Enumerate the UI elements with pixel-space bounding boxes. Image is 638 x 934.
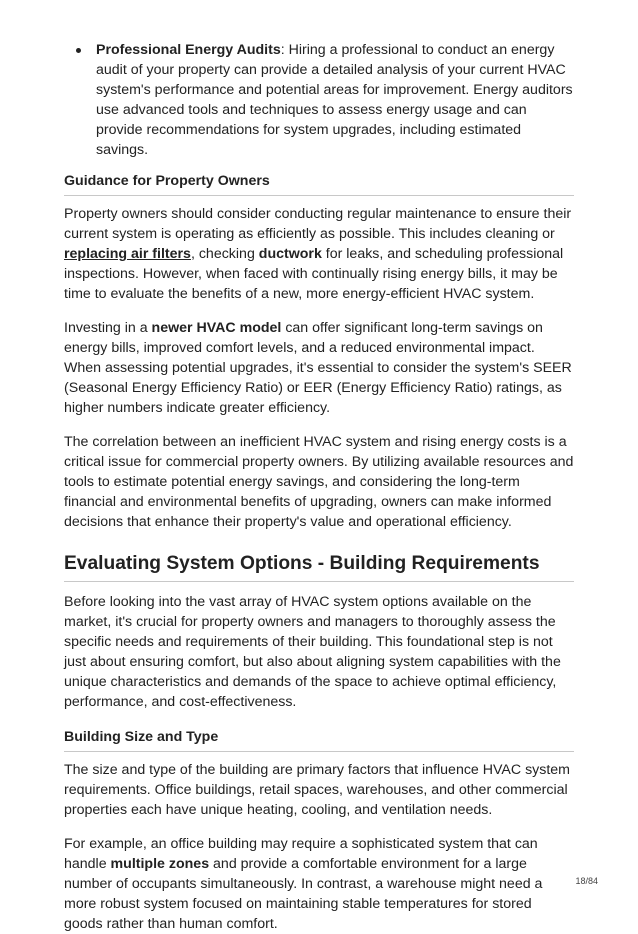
bullet-title: Professional Energy Audits — [96, 42, 281, 58]
paragraph-guidance-2 — [64, 318, 574, 418]
text-run: and provide a comfortable environment for a large number of occupants simultaneously. In contrast, a warehouse might need a more robust system focused on maintaining stable temperatures for stored goods rather than human comfort. — [64, 856, 543, 932]
paragraph-guidance-3: The correlation between an inefficient HVAC system and rising energy costs is a critical issue for commercial property owners. By utilizing available resources and tools to estimate potential energy savings, and considering the long-term financial and environmental benefits of upgrading, owners can make informed decisions that enhance their property's value and operational efficiency. — [64, 434, 574, 530]
paragraph-building-1: The size and type of the building are primary factors that influence HVAC system requirements. Office buildings, retail spaces, warehouses, and other commercial properties each have unique heating, cooling, and ventilation needs. — [64, 762, 570, 818]
text-run: can offer significant long-term savings on energy bills, improved comfort levels, and a reduced environmental impact. When assessing potential upgrades, it's essential to consider the system's SEER (Seasonal Energy Efficiency Ratio) or EER (Energy Efficiency Ratio) ratings, as higher numbers indicate greater efficiency. — [64, 320, 572, 416]
text-run: for leaks, and scheduling professional inspections. However, when faced with continually rising energy bills, it may be time to evaluate the benefits of a new, more energy-efficient HVAC system. — [64, 246, 564, 302]
replacing-air-filters-link[interactable]: replacing air filters — [64, 246, 191, 262]
bold-term: ductwork — [258, 246, 322, 262]
section-heading-evaluating: Evaluating System Options - Building Requirements — [64, 552, 574, 582]
bold-term: newer HVAC model — [151, 320, 282, 336]
paragraph-guidance-1 — [64, 204, 574, 304]
text-run: Investing in a — [64, 320, 152, 336]
section-heading-guidance: Guidance for Property Owners — [64, 172, 574, 196]
bullet-list — [64, 40, 574, 160]
document-page — [64, 40, 574, 934]
section-heading-building-size: Building Size and Type — [64, 728, 574, 752]
text-run: , checking — [190, 246, 259, 262]
page-number: 18/84 — [575, 876, 598, 886]
paragraph-building-2 — [64, 834, 574, 934]
list-item — [96, 40, 574, 160]
bold-term: multiple zones — [110, 856, 210, 872]
text-run: For example, an office building may require a sophisticated system that can handle — [64, 836, 538, 872]
paragraph-evaluating-1: Before looking into the vast array of HVAC system options available on the market, it's crucial for property owners and managers to thoroughly assess the specific needs and requirements of their building. This foundational step is not just about ensuring comfort, but also about aligning system capabilities with the unique characteristics and demands of the space to achieve optimal efficiency, performance, and cost-effectiveness. — [64, 594, 561, 710]
text-run: Property owners should consider conducting regular maintenance to ensure their current system is operating as efficiently as possible. This includes cleaning or — [64, 206, 572, 242]
bullet-text: : Hiring a professional to conduct an energy audit of your property can provide a detailed analysis of your current HVAC system's performance and potential areas for improvement. Energy auditors use advanced tools and techniques to assess energy usage and can provide recommendations for system upgrades, including estimated savings. — [96, 42, 573, 158]
